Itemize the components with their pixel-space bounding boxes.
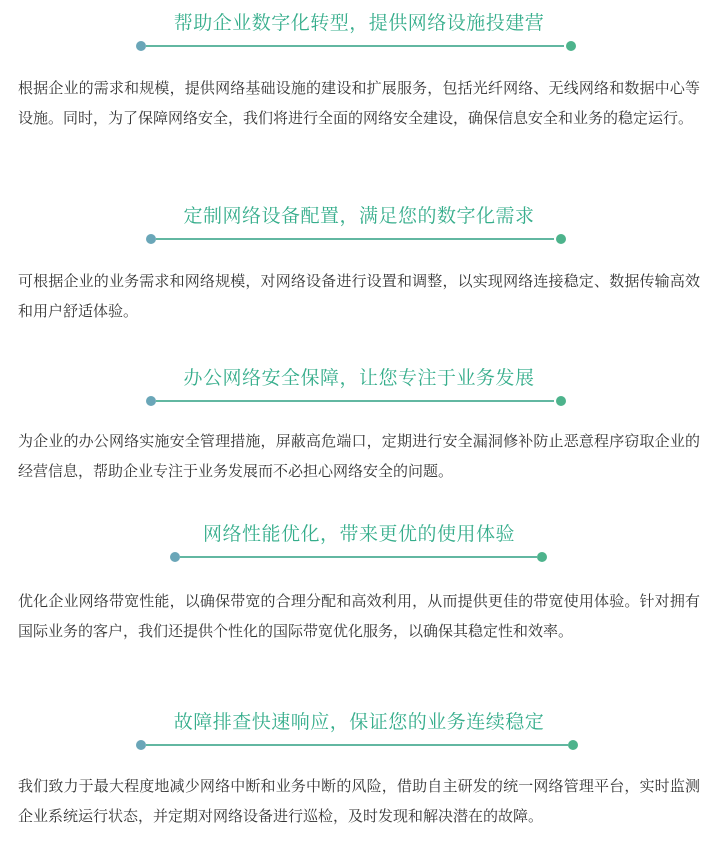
section-heading [0, 203, 718, 247]
section-body: 为企业的办公网络实施安全管理措施，屏蔽高危端口，定期进行安全漏洞修补防止恶意程序窃取企业的经营信息，帮助企业专注于业务发展而不必担心网络安全的问题。 [18, 432, 700, 480]
left-dot-icon [170, 552, 180, 562]
section-body: 可根据企业的业务需求和网络规模，对网络设备进行设置和调整，以实现网络连接稳定、数据传输高效和用户舒适体验。 [18, 272, 700, 320]
left-dot-icon [136, 41, 146, 51]
right-dot-icon [566, 41, 576, 51]
section-heading [0, 10, 718, 54]
heading-underline [156, 238, 554, 240]
section-title: 故障排查快速响应，保证您的业务连续稳定 [173, 711, 545, 733]
left-dot-icon [146, 234, 156, 244]
section-2 [0, 203, 718, 320]
right-dot-icon [537, 552, 547, 562]
right-dot-icon [556, 234, 566, 244]
section-heading [0, 709, 718, 753]
left-dot-icon [136, 740, 146, 750]
section-title: 帮助企业数字化转型，提供网络设施投建营 [173, 12, 545, 34]
right-dot-icon [556, 396, 566, 406]
heading-underline [156, 400, 554, 402]
section-title: 网络性能优化，带来更优的使用体验 [202, 523, 515, 545]
section-body: 优化企业网络带宽性能，以确保带宽的合理分配和高效利用，从而提供更佳的带宽使用体验。针对拥有国际业务的客户，我们还提供个性化的国际带宽优化服务，以确保其稳定性和效率。 [18, 592, 700, 640]
section-3 [0, 365, 718, 480]
section-heading [0, 521, 718, 565]
section-5 [0, 709, 718, 825]
heading-underline [146, 744, 568, 746]
section-title: 办公网络安全保障，让您专注于业务发展 [183, 367, 535, 389]
heading-underline [180, 556, 537, 558]
section-body: 我们致力于最大程度地减少网络中断和业务中断的风险，借助自主研发的统一网络管理平台，实时监测企业系统运行状态，并定期对网络设备进行巡检，及时发现和解决潜在的故障。 [18, 777, 700, 825]
section-4 [0, 521, 718, 640]
left-dot-icon [146, 396, 156, 406]
section-title: 定制网络设备配置，满足您的数字化需求 [183, 205, 535, 227]
right-dot-icon [568, 740, 578, 750]
section-heading [0, 365, 718, 409]
section-body: 根据企业的需求和规模，提供网络基础设施的建设和扩展服务，包括光纤网络、无线网络和数据中心等设施。同时，为了保障网络安全，我们将进行全面的网络安全建设，确保信息安全和业务的稳定运行。 [18, 79, 700, 127]
heading-underline [146, 45, 564, 47]
section-1 [0, 10, 718, 127]
